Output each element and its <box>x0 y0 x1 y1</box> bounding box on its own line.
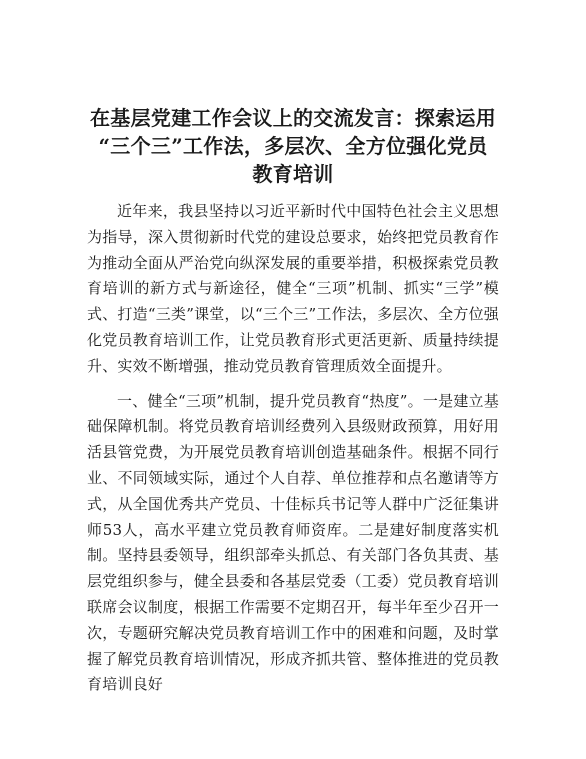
title-line-1: 在基层党建工作会议上的交流发言：探索运用 <box>90 106 496 130</box>
document-title <box>87 104 499 188</box>
intro-paragraph: 近年来，我县坚持以习近平新时代中国特色社会主义思想为指导，深入贯彻新时代党的建设总要求，始终把党员教育作为推动全面从严治党向纵深发展的重要举措，积极探索党员教育培训的新方式与新途径，健全“三项”机制、抓实“三学”模式、打造“三类”课堂，以“三个三”工作法，多层次、全方位强化党员教育培训工作，让党员教育形式更活更新、质量持续提升、实效不断增强，推动党员教育管理质效全面提升。 <box>87 202 499 375</box>
document-body <box>87 199 499 698</box>
section-one-paragraph: 一、健全“三项”机制，提升党员教育“热度”。一是建立基础保障机制。将党员教育培训经费列入县级财政预算，用好用活县管党费，为开展党员教育培训创造基础条件。根据不同行业、不同领域实际，通过个人自荐、单位推荐和点名邀请等方式，从全国优秀共产党员、十佳标兵书记等人群中广泛征集讲师53人，高水平建立党员教育师资库。二是建好制度落实机制。坚持县委领导，组织部牵头抓总、有关部门各负其责、基层党组织参与，健全县委和各基层党委（工委）党员教育培训联席会议制度，根据工作需要不定期召开，每半年至少召开一次，专题研究解决党员教育培训工作中的困难和问题，及时掌握了解党员教育培训情况，形成齐抓共管、整体推进的党员教育培训良好 <box>87 391 499 694</box>
title-line-3: 教育培训 <box>252 162 334 186</box>
title-line-2: “三个三”工作法，多层次、全方位强化党员 <box>98 134 488 158</box>
